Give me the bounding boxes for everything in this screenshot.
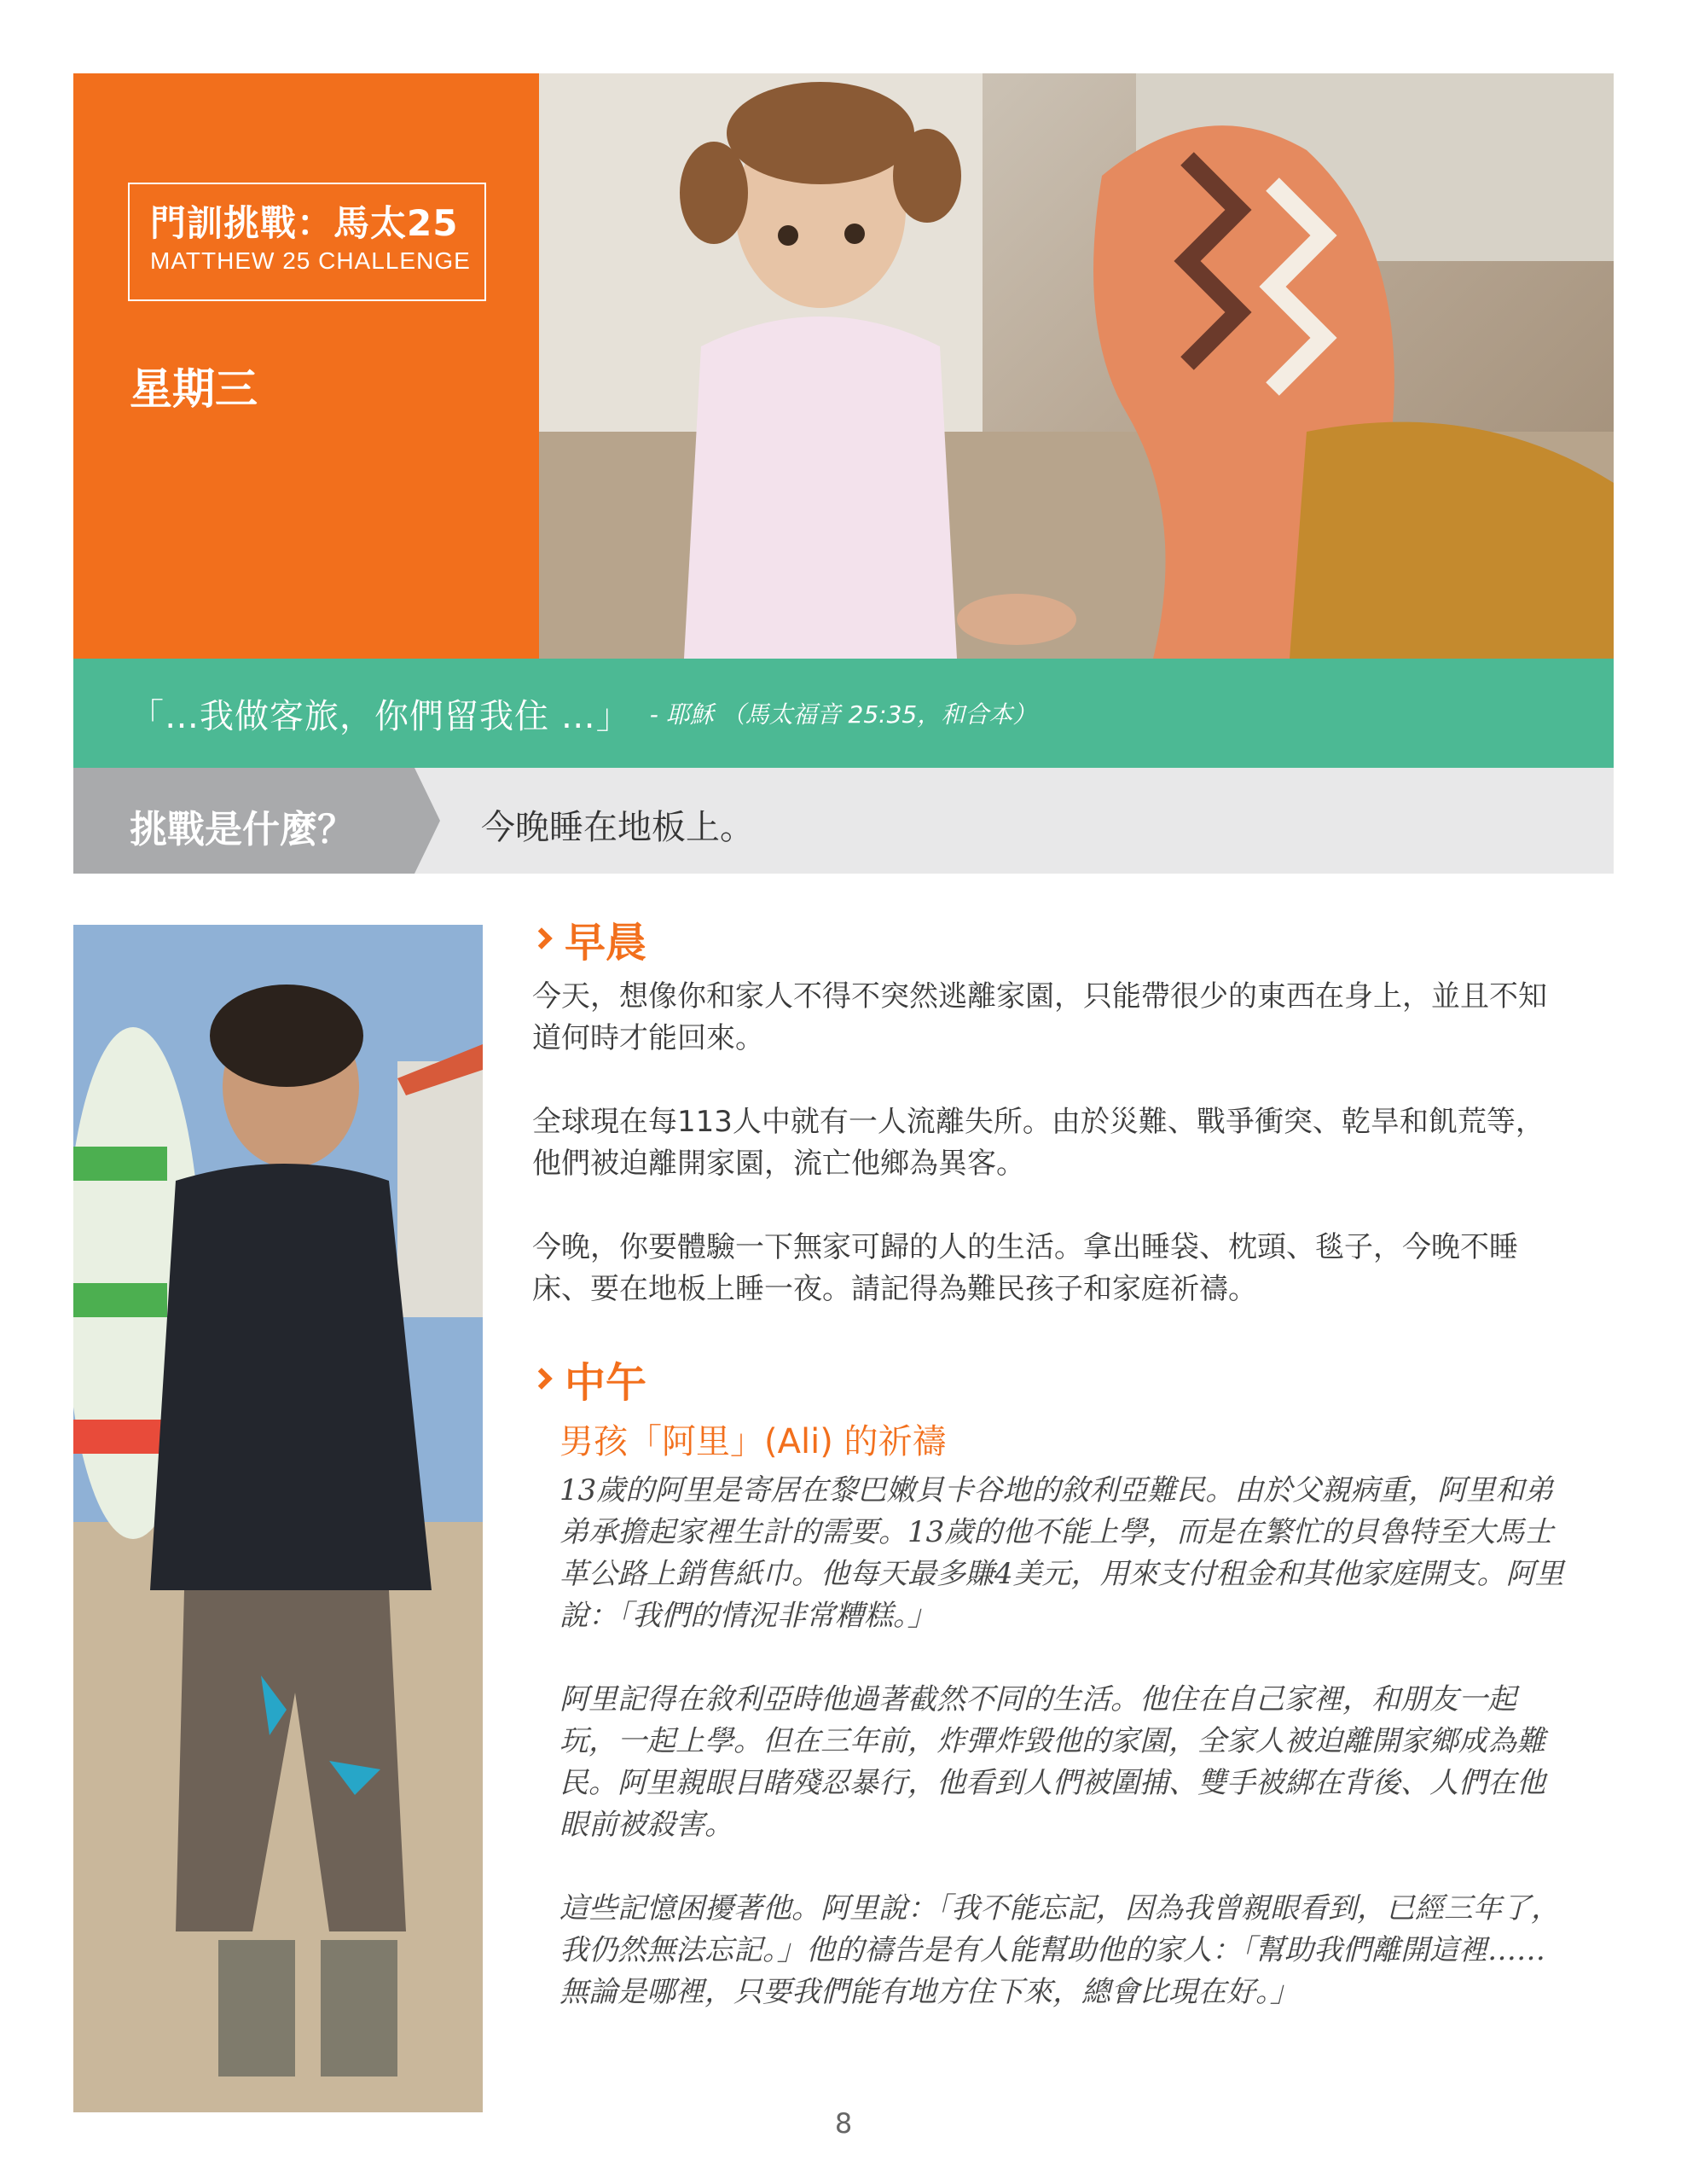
boy-photo-illustration — [73, 925, 483, 2112]
verse-reference: - 耶穌 （馬太福音 25:35，和合本） — [649, 700, 1037, 729]
morning-paragraph: 今天，想像你和家人不得不突然逃離家園，只能帶很少的東西在身上，並且不知道何時才能回來。 — [532, 979, 1547, 1055]
boy-photo — [73, 925, 483, 2112]
title-english: MATTHEW 25 CHALLENGE — [150, 247, 471, 275]
morning-paragraph: 今晚，你要體驗一下無家可歸的人的生活。拿出睡袋、枕頭、毯子，今晚不睡床、要在地板上睡一夜。請記得為難民孩子和家庭祈禱。 — [532, 1230, 1518, 1306]
morning-body — [532, 976, 1573, 1310]
challenge-bar — [73, 768, 1614, 874]
prayer-paragraph: 這些記憶困擾著他。阿里說：「我不能忘記，因為我曾親眼看到，已經三年了，我仍然無法忘記。」他的禱告是有人能幫助他的家人：「幫助我們離開這裡……無論是哪裡，只要我們能有地方住下來，總會比現在好。」 — [559, 1891, 1560, 2009]
weekday-label: 星期三 — [130, 364, 258, 414]
morning-heading-label: 早晨 — [565, 918, 647, 967]
page-number: 8 — [834, 2107, 853, 2140]
chevron-right-icon — [530, 1368, 552, 1389]
verse-quote: 「…我做客旅，你們留我住 …」 — [130, 696, 631, 736]
prayer-body — [532, 1470, 1573, 2013]
prayer-paragraph: 13歲的阿里是寄居在黎巴嫩貝卡谷地的敘利亞難民。由於父親病重，阿里和弟弟承擔起家裡生計的需要。13歲的他不能上學，而是在繁忙的貝魯特至大馬士革公路上銷售紙巾。他每天最多賺4美元，用來支付租金和其他家庭開支。阿里說：「我們的情況非常糟糕。」 — [559, 1473, 1564, 1633]
chevron-right-icon — [530, 927, 552, 949]
noon-heading-label: 中午 — [565, 1358, 647, 1407]
challenge-label: 挑戰是什麼？ — [130, 808, 355, 851]
title-chinese: 門訓挑戰：馬太25 — [150, 202, 459, 244]
title-panel — [73, 73, 539, 659]
prayer-paragraph: 阿里記得在敘利亞時他過著截然不同的生活。他住在自己家裡，和朋友一起玩，一起上學。但在三年前，炸彈炸毀他的家園，全家人被迫離開家鄉成為難民。阿里親眼目睹殘忍暴行，他看到人們被圍捕、雙手被綁在背後、人們在他眼前被殺害。 — [559, 1682, 1545, 1842]
content-column — [532, 913, 1573, 2013]
verse-bar — [73, 659, 1614, 768]
morning-paragraph: 全球現在每113人中就有一人流離失所。由於災難、戰爭衝突、乾旱和飢荒等，他們被迫離開家園，流亡他鄉為異客。 — [532, 1105, 1545, 1181]
morning-heading — [532, 913, 1573, 967]
title-box — [128, 183, 486, 301]
header — [73, 73, 1614, 659]
challenge-text: 今晚睡在地板上。 — [481, 808, 754, 847]
hero-photo — [539, 73, 1614, 659]
noon-heading — [532, 1353, 1573, 1407]
hero-photo-illustration — [539, 73, 1614, 659]
prayer-title: 男孩「阿里」(Ali) 的祈禱 — [559, 1422, 947, 1461]
